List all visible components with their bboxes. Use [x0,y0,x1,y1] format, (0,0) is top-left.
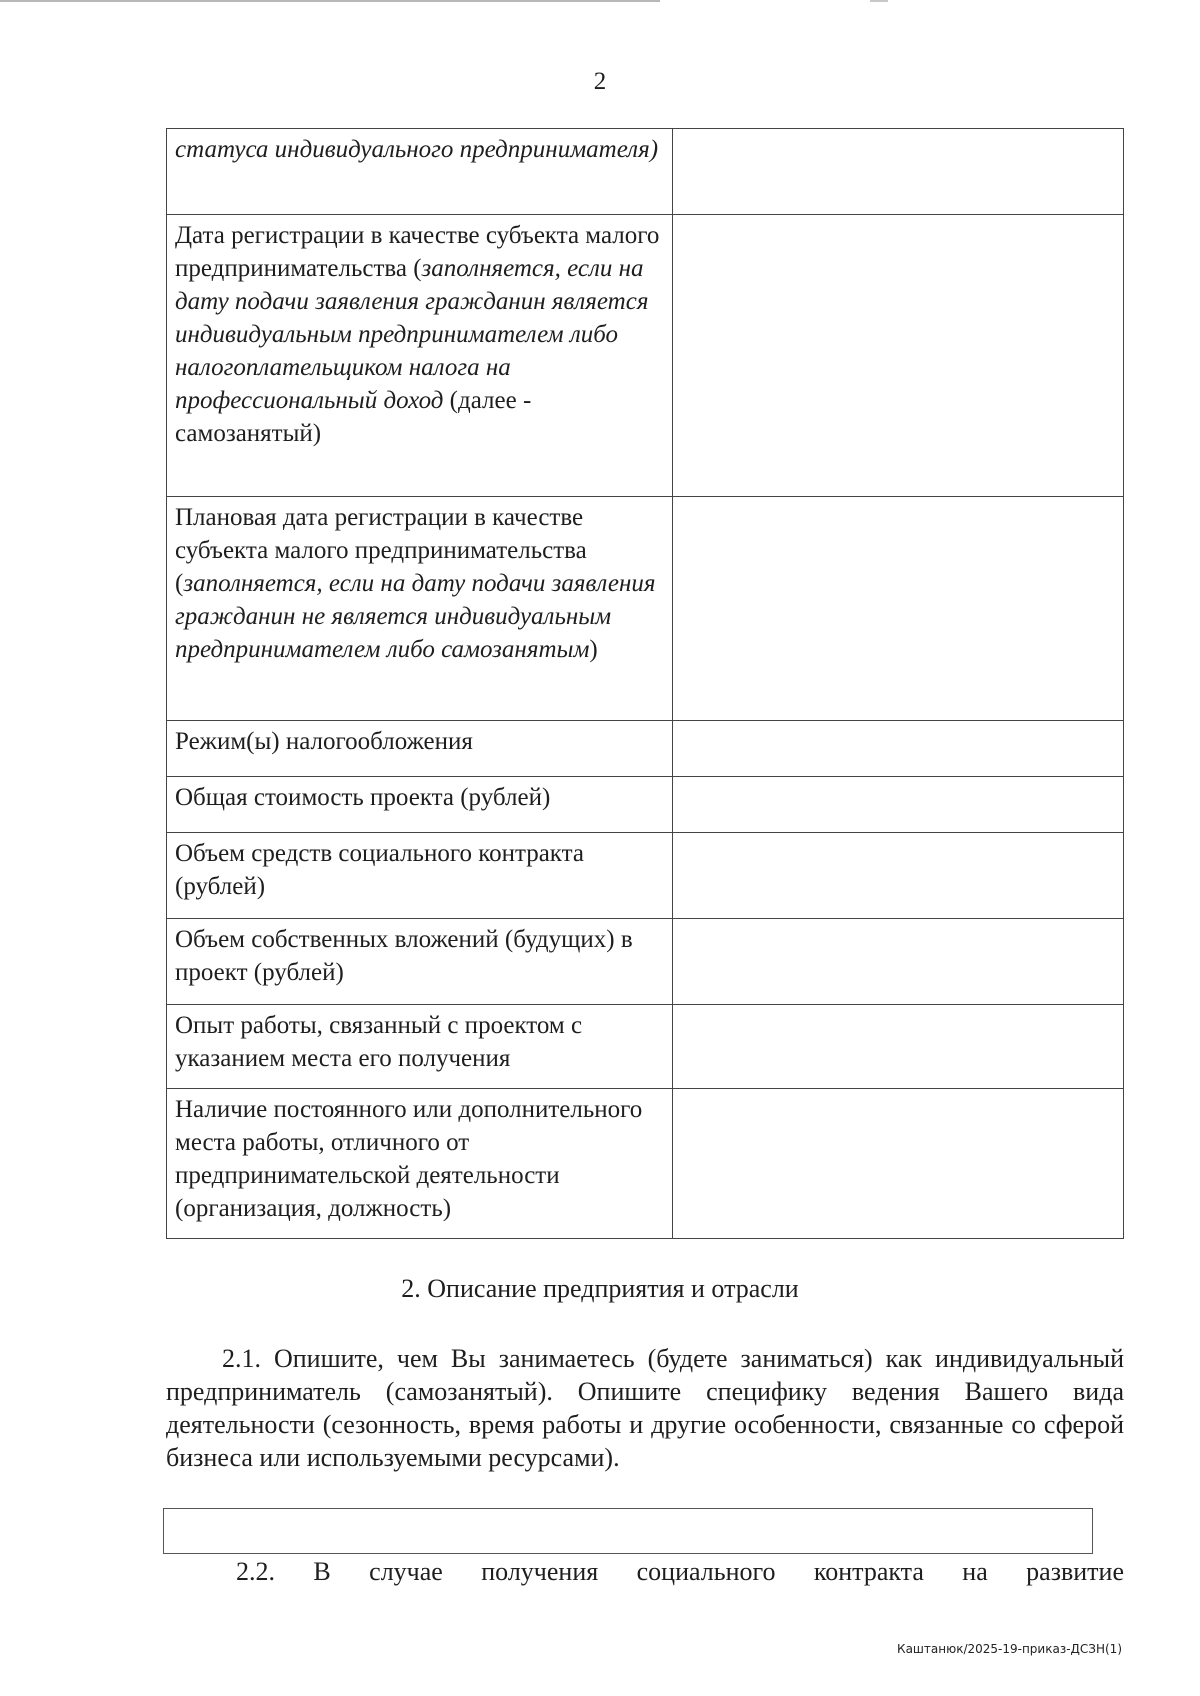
row-value-field[interactable] [672,721,1123,777]
label-normal: Наличие постоянного или дополнительного места работы, отличного от предпринимательской деятельности (организация, должность) [175,1096,643,1222]
label-italic: заполняется, если на дату подачи заявления гражданин является индивидуальным предпринимателем либо налогоплательщиком налога на профессиональный доход [175,255,649,414]
row-label [167,919,673,1005]
label-normal: Режим(ы) налогообложения [175,728,473,755]
row-label [167,1005,673,1089]
row-value-field[interactable] [672,129,1123,215]
paragraph-2-2: 2.2. В случае получения социального контракта на развитие [236,1557,1124,1586]
row-label [167,129,673,215]
label-normal: Дата регистрации в качестве субъекта малого предпринимательства ( [175,222,660,282]
row-value-field[interactable] [672,919,1123,1005]
row-value-field[interactable] [672,777,1123,833]
row-label [167,777,673,833]
table-row [167,215,1124,497]
scan-edge [0,0,660,2]
row-label [167,497,673,721]
row-value-field[interactable] [672,497,1123,721]
table-row [167,919,1124,1005]
label-tail: (далее - самозанятый) [175,387,532,447]
row-value-field[interactable] [672,1005,1123,1089]
table-row [167,721,1124,777]
label-normal: Объем средств социального контракта (рублей) [175,840,584,900]
application-form-table [166,128,1124,1239]
section-title: 2. Описание предприятия и отрасли [401,1274,799,1303]
label-tail: ) [589,636,598,663]
row-value-field[interactable] [672,1089,1123,1239]
table-row [167,1005,1124,1089]
table-row [167,833,1124,919]
page-number: 2 [593,68,607,95]
label-normal: Плановая дата регистрации в качестве субъекта малого предпринимательства ( [175,504,587,597]
document-reference: Каштанюк/2025-19-приказ-ДСЗН(1) [897,1642,1122,1656]
row-value-field[interactable] [672,833,1123,919]
answer-input-box[interactable] [163,1508,1093,1554]
table-row [167,129,1124,215]
table-row [167,777,1124,833]
label-normal: Опыт работы, связанный с проектом с указанием места его получения [175,1012,583,1072]
row-label [167,721,673,777]
table-row [167,1089,1124,1239]
scan-edge-mark [870,0,888,2]
table-row [167,497,1124,721]
row-label [167,215,673,497]
row-label [167,833,673,919]
paragraph-2-1: 2.1. Опишите, чем Вы занимаетесь (будете заниматься) как индивидуальный предприниматель (самозанятый). Опишите специфику ведения Вашего вида деятельности (сезонность, время работы и другие особенности, связанные со сферой бизнеса или используемыми ресурсами). [166,1344,1124,1472]
label-normal: Общая стоимость проекта (рублей) [175,784,551,811]
label-italic: статуса индивидуального предпринимателя) [175,136,659,163]
row-label [167,1089,673,1239]
row-value-field[interactable] [672,215,1123,497]
label-normal: Объем собственных вложений (будущих) в проект (рублей) [175,926,633,986]
label-italic: заполняется, если на дату подачи заявления гражданин не является индивидуальным предпринимателем либо самозанятым [175,570,656,663]
